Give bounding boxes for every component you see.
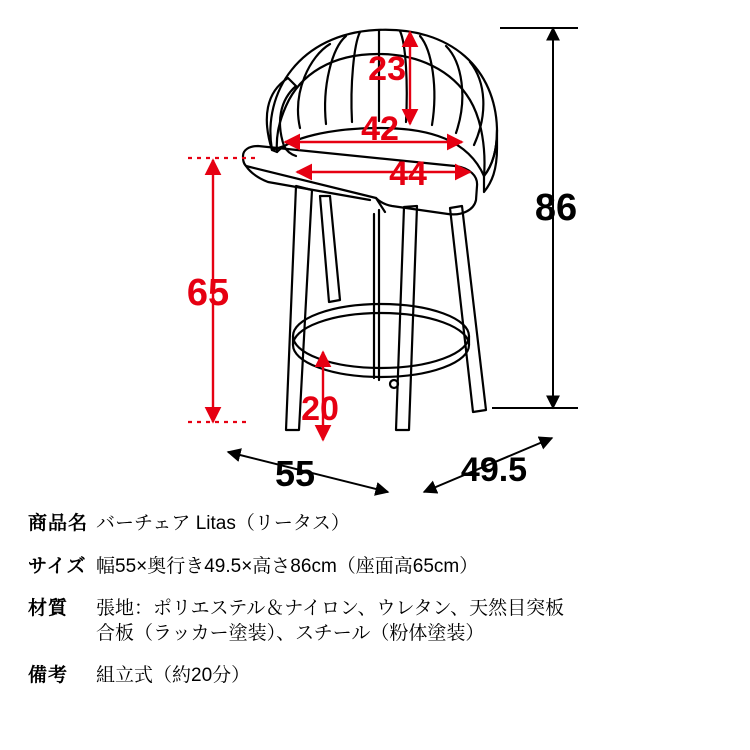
spec-value-material-line1: 張地：ポリエステル＆ナイロン、ウレタン、天然目突板 (96, 598, 565, 620)
spec-value-notes (96, 664, 750, 688)
spec-row-product-name (0, 512, 750, 537)
spec-label-material: 材質 (28, 598, 69, 620)
spec-label-size: サイズ (28, 555, 87, 577)
dim-44: 44 (389, 155, 427, 193)
dim-42: 42 (361, 110, 399, 148)
spec-value-size-line1: 幅55×奥行き49.5×高さ86cm（座面高65cm） (96, 555, 479, 577)
dim-55: 55 (274, 453, 316, 494)
spec-value-product-name-line1: バーチェア Litas（リータス） (96, 513, 350, 534)
spec-value-product-name (96, 512, 750, 536)
dim-65: 65 (186, 272, 230, 314)
spec-row-material (0, 597, 750, 646)
spec-value-size (96, 555, 750, 579)
dim-86: 86 (534, 187, 578, 229)
spec-value-notes-line1: 組立式（約20分） (96, 665, 251, 686)
spec-label-notes: 備考 (28, 665, 69, 686)
dimension-labels (187, 50, 577, 494)
dim-49-5: 49.5 (460, 451, 528, 489)
spec-value-material-line2: 合板（ラッカー塗装）、スチール（粉体塗装） (96, 622, 485, 644)
product-spec-table (0, 512, 750, 750)
spec-row-size (0, 555, 750, 580)
spec-row-notes (0, 664, 750, 689)
dim-20: 20 (301, 390, 339, 428)
dimension-lines (188, 32, 470, 440)
spec-value-material (96, 597, 750, 646)
spec-label-product-name: 商品名 (28, 513, 89, 534)
chair-illustration (243, 30, 497, 430)
dim-23: 23 (368, 50, 406, 88)
